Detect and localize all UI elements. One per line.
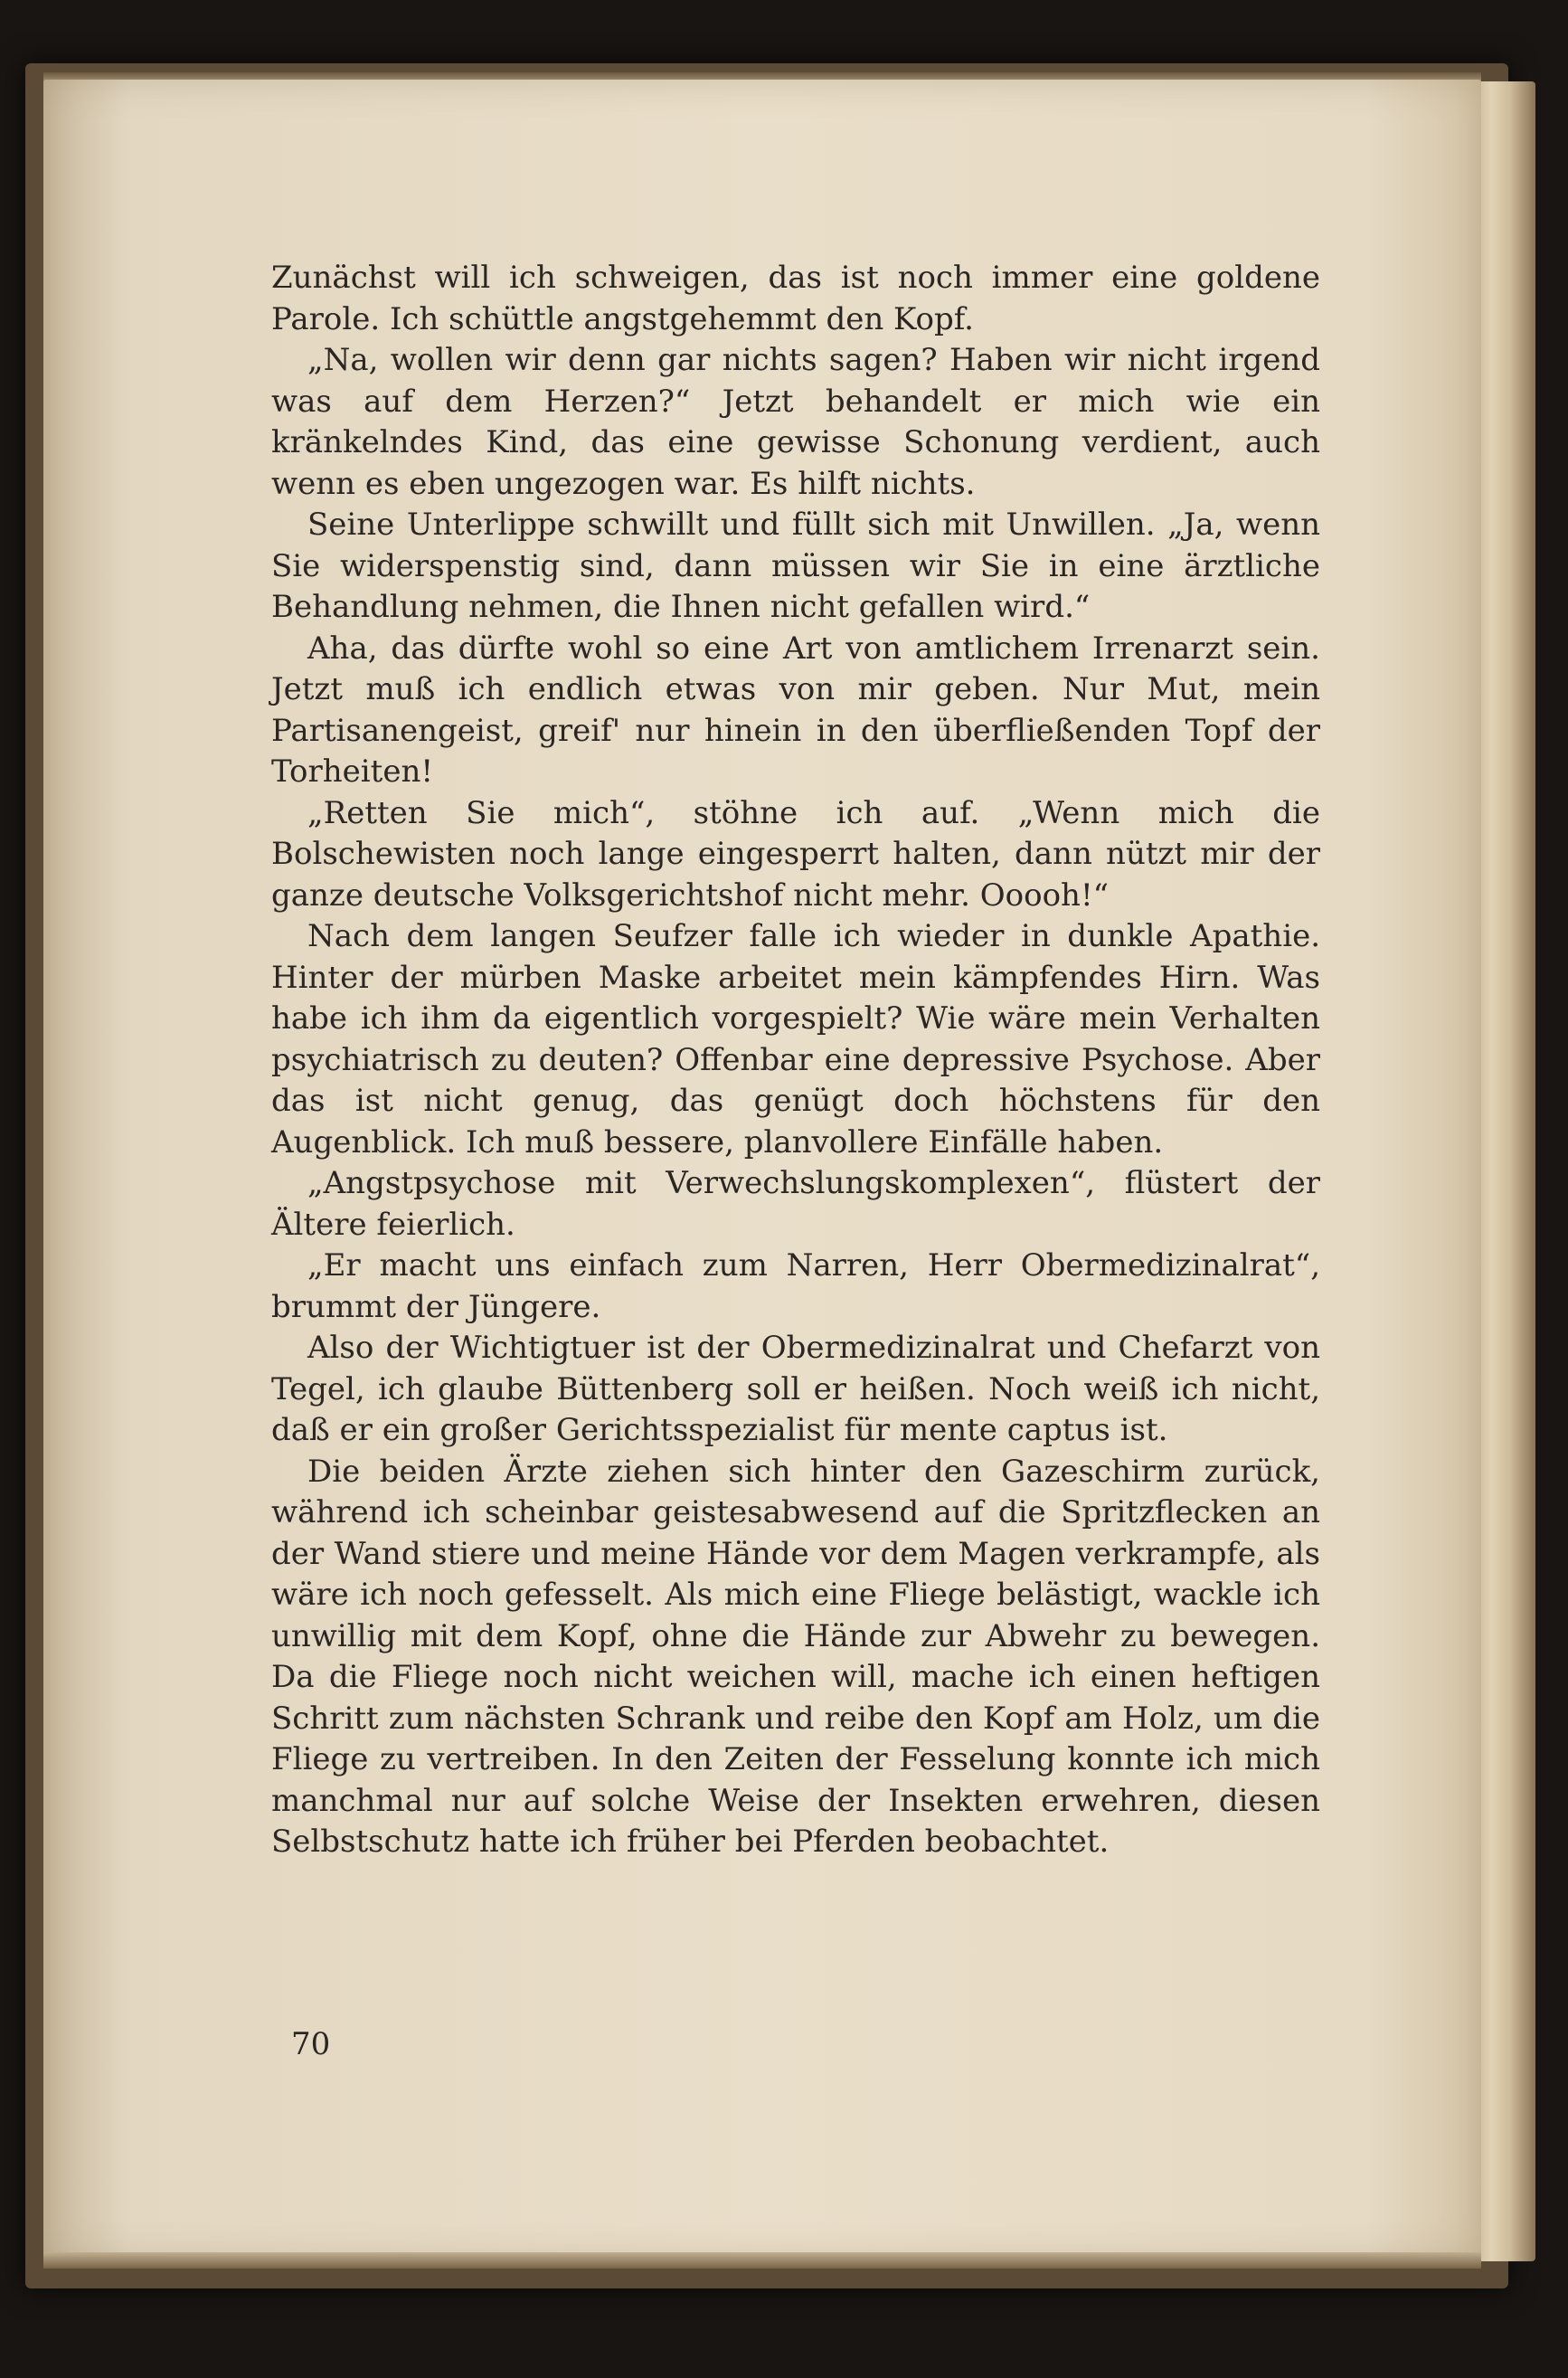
paragraph: „Na, wollen wir denn gar nichts sagen? Haben wir nicht irgend was auf dem Herzen?“ Jetzt behandelt er mich wie ein kränkelndes Kind, das eine gewisse Schonung verdient, auch wenn es eben ungezogen war. Es hilft nichts. — [271, 342, 1320, 502]
paragraph: Die beiden Ärzte ziehen sich hinter den Gazeschirm zurück, während ich scheinbar geistesabwesend auf die Spritzflecken an der Wand stiere und meine Hände vor dem Magen verkrampfe, als wäre ich noch gefesselt. Als mich eine Fliege belästigt, wackle ich unwillig mit dem Kopf, ohne die Hände zur Abwehr zu bewegen. Da die Fliege noch nicht weichen will, mache ich einen heftigen Schritt zum nächsten Schrank und reibe den Kopf am Holz, um die Fliege zu vertreiben. In den Zeiten der Fesselung konnte ich mich manchmal nur auf solche Weise der Insekten erwehren, diesen Selbstschutz hatte ich früher bei Pferden beobachtet. — [271, 1453, 1320, 1860]
paragraph: Seine Unterlippe schwillt und füllt sich mit Unwillen. „Ja, wenn Sie widerspenstig sind, dann müssen wir Sie in eine ärztliche Behandlung nehmen, die Ihnen nicht gefallen wird.“ — [271, 507, 1320, 625]
paragraph: Also der Wichtigtuer ist der Obermedizinalrat und Chefarzt von Tegel, ich glaube Büttenberg soll er heißen. Noch weiß ich nicht, daß er ein großer Gerichtsspezialist für mente captus ist. — [271, 1330, 1320, 1448]
page-body-text — [271, 258, 1320, 1863]
paragraph: Aha, das dürfte wohl so eine Art von amtlichem Irrenarzt sein. Jetzt muß ich endlich etwas von mir geben. Nur Mut, mein Partisanengeist, greif' nur hinein in den überfließenden Topf der Torheiten! — [271, 630, 1320, 790]
paragraph: „Er macht uns einfach zum Narren, Herr Obermedizinalrat“, brummt der Jüngere. — [271, 1247, 1320, 1325]
paragraph: „Retten Sie mich“, stöhne ich auf. „Wenn mich die Bolschewisten noch lange eingesperrt halten, dann nützt mir der ganze deutsche Volksgerichtshof nicht mehr. Ooooh!“ — [271, 794, 1320, 914]
paragraph: Nach dem langen Seufzer falle ich wieder in dunkle Apathie. Hinter der mürben Maske arbeitet mein kämpfendes Hirn. Was habe ich ihm da eigentlich vorgespielt? Wie wäre mein Verhalten psychiatrisch zu deuten? Offenbar eine depressive Psychose. Aber das ist nicht genug, das genügt doch höchstens für den Augenblick. Ich muß bessere, planvollere Einfälle haben. — [271, 918, 1320, 1161]
paragraph: „Angstpsychose mit Verwechslungskomplexen“, flüstert der Ältere feierlich. — [271, 1165, 1320, 1243]
page-number: 70 — [291, 2026, 331, 2062]
page-edge-bottom — [43, 2252, 1481, 2269]
paragraph: Zunächst will ich schweigen, das ist noch immer eine goldene Parole. Ich schüttle angstgehemmt den Kopf. — [271, 260, 1320, 337]
page-edges-right — [1472, 81, 1535, 2261]
